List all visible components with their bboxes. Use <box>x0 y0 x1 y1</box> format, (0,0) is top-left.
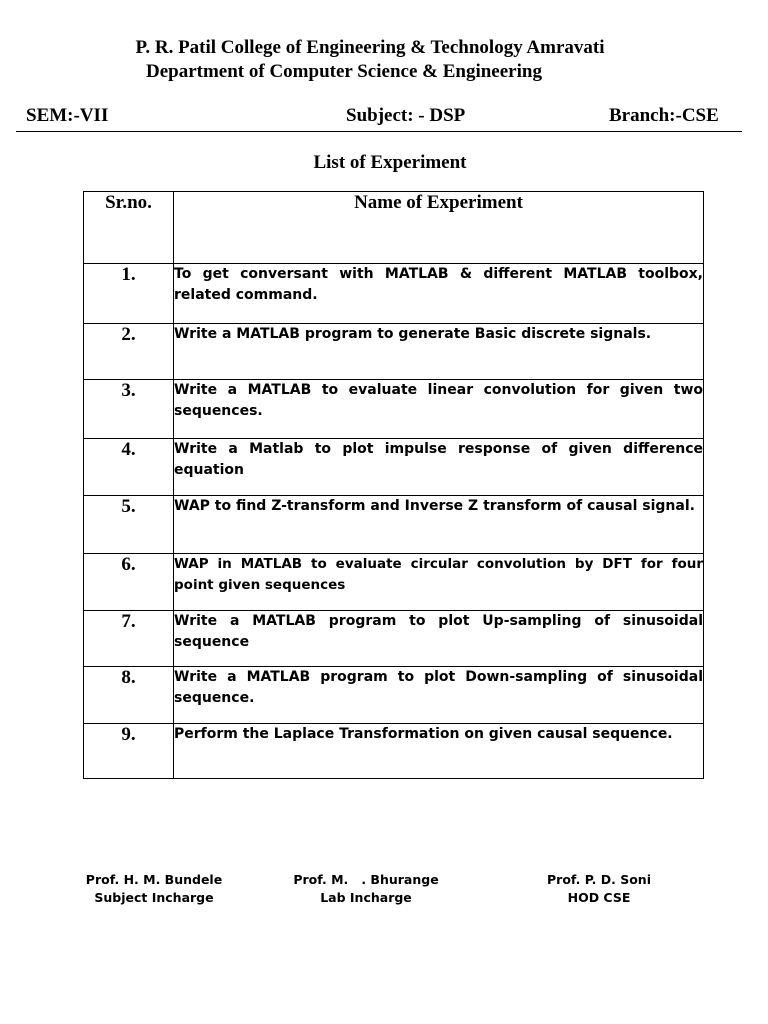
row-experiment-name: Perform the Laplace Transformation on given causal sequence. <box>174 724 704 779</box>
column-header-experiment: Name of Experiment <box>174 192 704 264</box>
table-row <box>84 611 704 667</box>
row-srno: 6. <box>84 554 174 611</box>
table-row <box>84 496 704 554</box>
column-header-srno: Sr.no. <box>84 192 174 264</box>
signature-name: Prof. P. D. Soni <box>547 872 651 887</box>
signature-role: HOD CSE <box>567 890 631 905</box>
signature-lab-incharge <box>291 871 441 907</box>
row-experiment-name: Write a MATLAB program to generate Basic discrete signals. <box>174 324 704 380</box>
row-experiment-name: WAP in MATLAB to evaluate circular convolution by DFT for four point given sequences <box>174 554 704 611</box>
table-row <box>84 324 704 380</box>
signature-role: Subject Incharge <box>94 890 214 905</box>
college-name: P. R. Patil College of Engineering & Technology Amravati <box>135 37 605 58</box>
table-row <box>84 554 704 611</box>
row-experiment-name: Write a MATLAB program to plot Up-sampling of sinusoidal sequence <box>174 611 704 667</box>
table-row <box>84 667 704 724</box>
table-row <box>84 439 704 496</box>
table-row <box>84 724 704 779</box>
row-srno: 5. <box>84 496 174 554</box>
branch-label: Branch:-CSE <box>609 105 719 126</box>
subject-label: Subject: - DSP <box>346 105 466 126</box>
signature-subject-incharge <box>84 871 224 907</box>
row-experiment-name: WAP to find Z-transform and Inverse Z transform of causal signal. <box>174 496 704 554</box>
semester-label: SEM:-VII <box>26 105 109 126</box>
row-srno: 4. <box>84 439 174 496</box>
signature-name: Prof. M. . Bhurange <box>293 872 439 887</box>
signature-name: Prof. H. M. Bundele <box>85 872 223 887</box>
list-title: List of Experiment <box>313 152 467 173</box>
row-experiment-name: Write a MATLAB to evaluate linear convolution for given two sequences. <box>174 380 704 439</box>
row-srno: 8. <box>84 667 174 724</box>
row-srno: 1. <box>84 264 174 324</box>
row-srno: 3. <box>84 380 174 439</box>
row-experiment-name: To get conversant with MATLAB & different MATLAB toolbox, related command. <box>174 264 704 324</box>
row-experiment-name: Write a MATLAB program to plot Down-sampling of sinusoidal sequence. <box>174 667 704 724</box>
table-row <box>84 264 704 324</box>
department-name: Department of Computer Science & Engineering <box>146 61 542 82</box>
table-header-row <box>84 192 704 264</box>
signature-role: Lab Incharge <box>320 890 412 905</box>
table-row <box>84 380 704 439</box>
row-srno: 2. <box>84 324 174 380</box>
row-experiment-name: Write a Matlab to plot impulse response of given difference equation <box>174 439 704 496</box>
experiment-table <box>83 191 704 779</box>
header-divider <box>16 131 742 132</box>
row-srno: 7. <box>84 611 174 667</box>
row-srno: 9. <box>84 724 174 779</box>
signature-hod <box>539 871 659 907</box>
